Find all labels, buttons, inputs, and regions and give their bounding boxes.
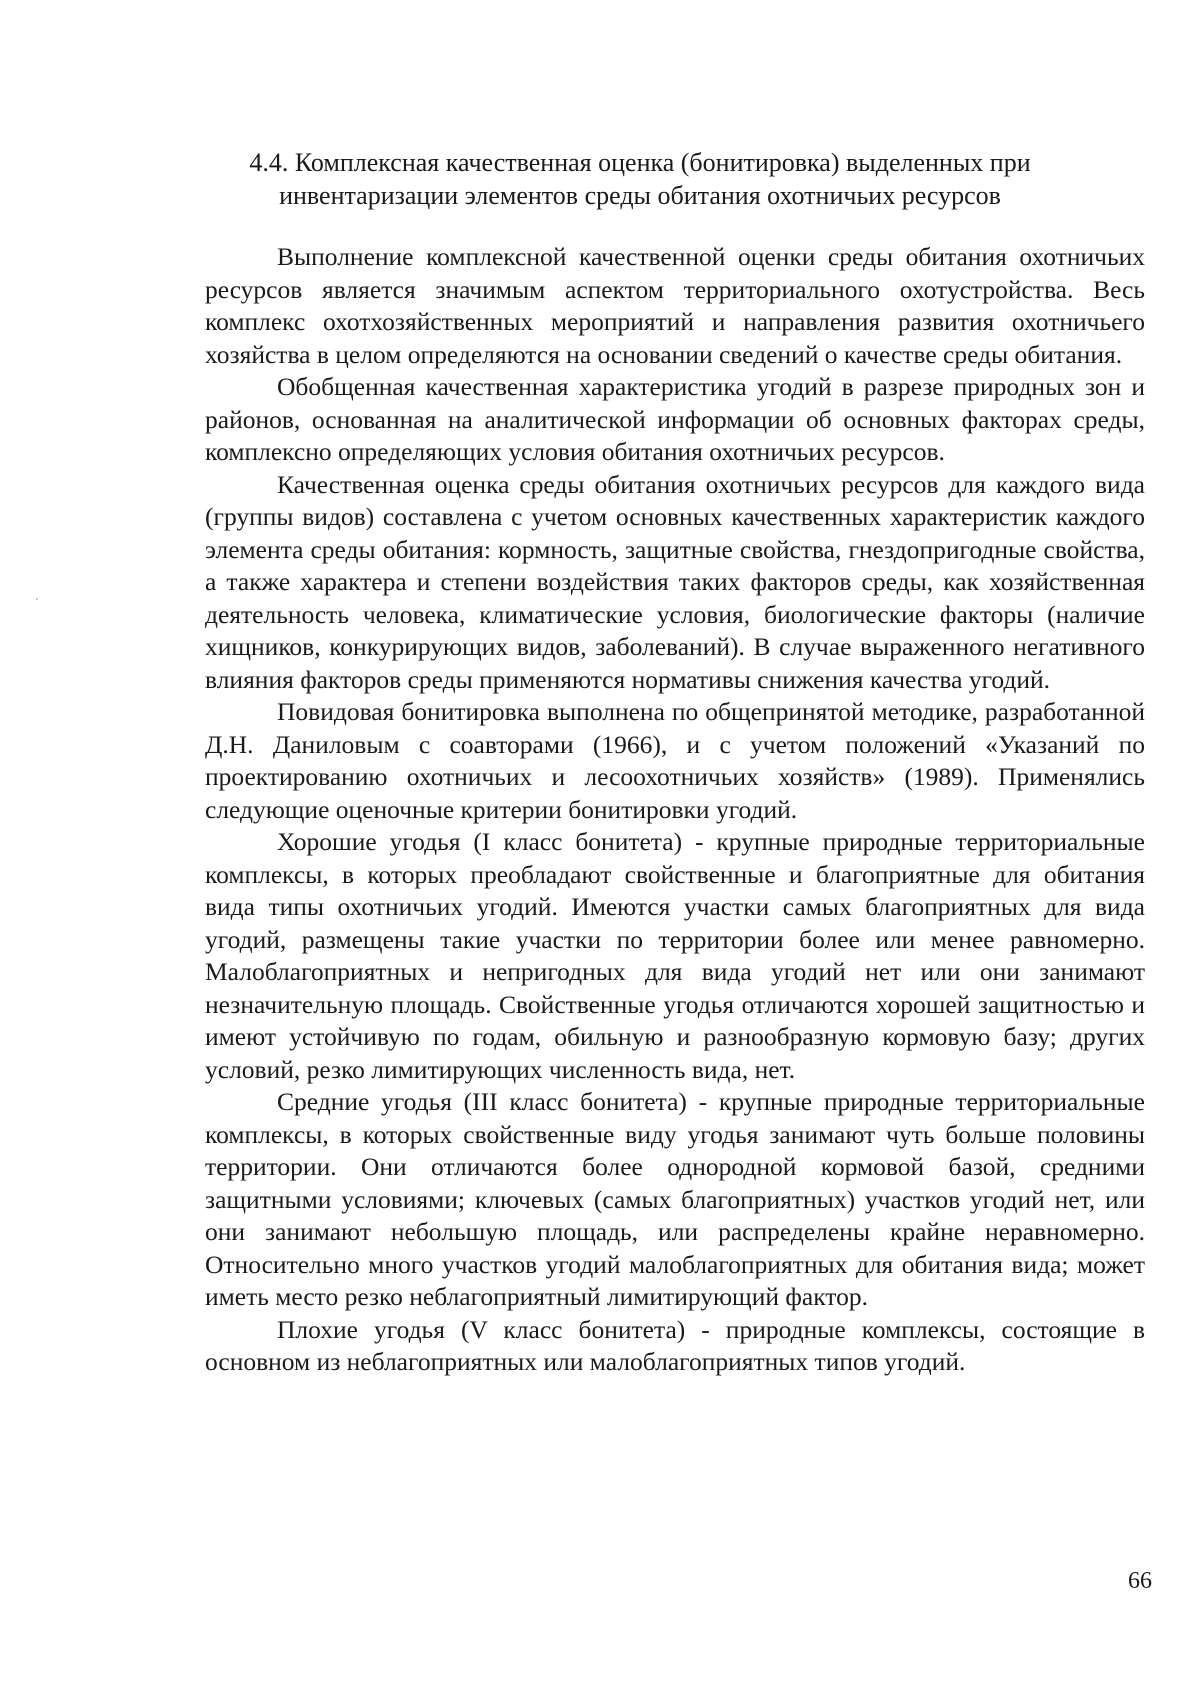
paragraph-medium-lands: Средние угодья (III класс бонитета) - крупные природные территориальные комплексы, в которых свойственные виду угодья занимают чуть больше половины территории. Они отличаются более однородной кормовой базой, средними защитными условиями; ключевых (самых благоприятных) участков угодий нет, или они занимают небольшую площадь, или распределены крайне неравномерно. Относительно много участков угодий малоблагоприятных для обитания вида; может иметь место резко неблагоприятный лимитирующий фактор. — [205, 1087, 1145, 1311]
paragraph-poor-lands: Плохие угодья (V класс бонитета) - природные комплексы, состоящие в основном из неблагоприятных или малоблагоприятных типов угодий. — [205, 1314, 1145, 1376]
paragraph-quality-assessment: Качественная оценка среды обитания охотничьих ресурсов для каждого вида (группы видов) составлена с учетом основных качественных характеристик каждого элемента среды обитания: кормность, защитные свойства, гнездопригодные свойства, а также характера и степени воздействия таких факторов среды, как хозяйственная деятельность человека, климатические условия, биологические факторы (наличие хищников, конкурирующих видов, заболеваний). В случае выраженного негативного влияния факторов среды применяются нормативы снижения качества угодий. — [205, 469, 1145, 694]
page-number: 66 — [1128, 1568, 1152, 1594]
paragraph-general-characteristic: Обобщенная качественная характеристика угодий в разрезе природных зон и районов, основанная на аналитической информации об основных факторах среды, комплексно определяющих условия обитания охотничьих ресурсов. — [205, 372, 1145, 466]
paragraph-methodology: Повидовая бонитировка выполнена по общепринятой методике, разработанной Д.Н. Даниловым с соавторами (1966), и с учетом положений «Указаний по проектированию охотничьих и лесоохотничьих хозяйств» (1989). Применялись следующие оценочные критерии бонитировки угодий. — [205, 697, 1145, 824]
paragraph-habitat-assessment: Выполнение комплексной качественной оценки среды обитания охотничьих ресурсов является значимым аспектом территориального охотустройства. Весь комплекс охотхозяйственных мероприятий и направления развития охотничьего хозяйства в целом определяются на основании сведений о качестве среды обитания. — [205, 242, 1145, 369]
paragraph-good-lands: Хорошие угодья (I класс бонитета) - крупные природные территориальные комплексы, в которых преобладают свойственные и благоприятные для обитания вида типы охотничьих угодий. Имеются участки самых благоприятных для вида угодий, размещены такие участки по территории более или менее равномерно. Малоблагоприятных и непригодных для вида угодий нет или они занимают незначительную площадь. Свойственные угодья отличаются хорошей защитностью и имеют устойчивую по годам, обильную и разнообразную кормовую базу; других условий, резко лимитирующих численность вида, нет. — [205, 827, 1145, 1084]
section-heading: 4.4. Комплексная качественная оценка (бонитировка) выделенных при инвентаризации элементов среды обитания охотничьих ресурсов — [249, 148, 1031, 210]
scan-artifact-dot — [36, 598, 38, 600]
body-text — [205, 241, 1145, 1379]
